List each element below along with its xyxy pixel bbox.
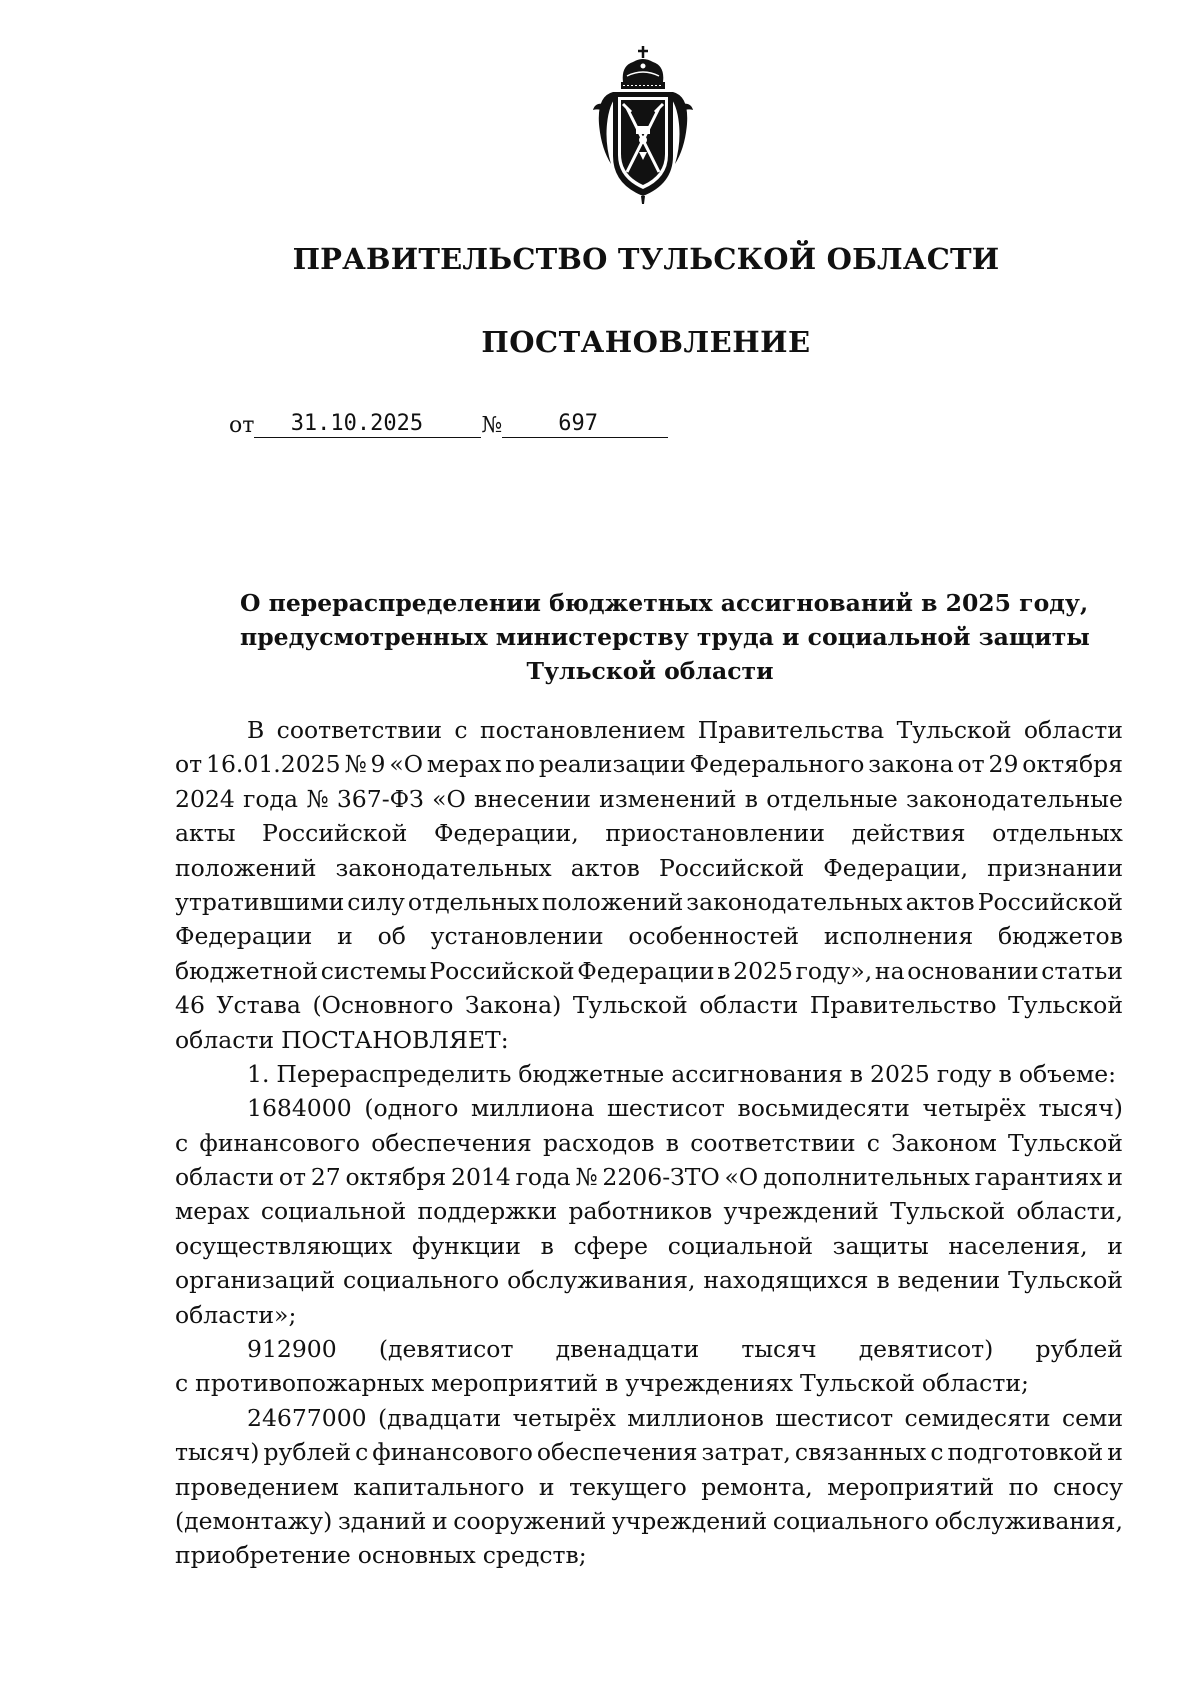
document-body [175,713,1123,1573]
body-line [175,1435,1123,1469]
body-word: года [243,784,299,813]
body-word: «О [724,1163,759,1192]
body-word: 2025 [870,1059,930,1088]
body-word: средств; [482,1541,587,1570]
body-word: с [866,1128,880,1157]
body-word: объеме: [1018,1059,1117,1088]
body-word: учреждений [611,1506,768,1535]
body-line [175,747,1123,781]
body-word: проведением [175,1472,339,1501]
number-value: 697 [502,412,668,438]
body-word: тысяч) [1038,1094,1123,1123]
body-word: акты [175,819,236,848]
body-word: мероприятий [827,1472,995,1501]
body-line [175,1091,1123,1125]
body-line [175,1194,1123,1228]
body-word: актов [905,887,975,916]
body-word: 912900 [247,1335,337,1364]
body-word: законодательные [906,784,1123,813]
body-word: области; [921,1369,1029,1398]
body-word: утратившими [175,887,345,916]
body-word: 1. [247,1059,270,1088]
body-word: организаций [175,1266,336,1295]
body-word: соответствии [690,1128,856,1157]
body-word: сносу [1052,1472,1123,1501]
body-word: бюджетов [997,922,1123,951]
body-word: Федерального [689,750,865,779]
body-word: противопожарных [195,1369,425,1398]
body-word: восьмидесяти [737,1094,910,1123]
body-word: на [874,956,905,985]
body-word: ПОСТАНОВЛЯЕТ: [281,1025,509,1054]
body-word: учреждений [723,1197,879,1226]
body-word: мероприятий [431,1369,599,1398]
body-word: связанных [794,1438,927,1467]
body-line [175,988,1123,1022]
body-word: № [306,784,329,813]
body-word: Федерации [175,922,313,951]
body-word: рублей [263,1438,351,1467]
body-word: социальной [260,1197,407,1226]
body-word: в [876,1266,890,1295]
body-word: сфере [573,1231,648,1260]
body-word: (одного [364,1094,459,1123]
body-word: шестисот [607,1094,725,1123]
date-label: от [229,413,255,438]
body-word: подготовкой [947,1438,1104,1467]
body-word: Тульской [1008,991,1123,1020]
body-word: актов [570,853,640,882]
body-line [175,1263,1123,1297]
body-word: области [175,1025,275,1054]
body-word: в [540,1231,554,1260]
body-word: мерах [426,750,502,779]
body-word: законодательных [686,887,903,916]
body-word: ассигнования [671,1059,843,1088]
body-word: в [665,1128,679,1157]
body-word: Федерации, [823,853,969,882]
body-word: с [930,1438,944,1467]
body-word: населения, [948,1231,1088,1260]
body-word: 2025 [733,956,793,985]
body-word: обеспечения [536,1438,698,1467]
body-word: установлении [430,922,604,951]
body-word: положений [175,853,317,882]
body-line [175,1229,1123,1263]
body-word: № [344,750,367,779]
body-word: Тульской [890,1197,1006,1226]
body-word: Российской [429,956,575,985]
body-word: приостановлении [605,819,825,848]
body-word: Тульской [572,991,688,1020]
body-word: рублей [1035,1335,1123,1364]
body-word: от [957,750,985,779]
body-word: с [355,1438,369,1467]
body-word: отдельных [992,819,1123,848]
body-word: реализации [538,750,686,779]
body-word: миллиона [471,1094,595,1123]
body-word: октября [345,1163,447,1192]
body-word: Тульской [1008,1266,1123,1295]
organization-title: ПРАВИТЕЛЬСТВО ТУЛЬСКОЙ ОБЛАСТИ [292,242,1000,276]
body-word: 27 [310,1163,341,1192]
body-word: сооружений [453,1506,607,1535]
body-word: работников [568,1197,713,1226]
body-line [175,1023,1123,1057]
body-word: Законом [891,1128,997,1157]
body-word: силу [347,887,405,916]
body-word: основных [357,1541,476,1570]
body-word: бюджетные [518,1059,665,1088]
body-word: социальной [667,1231,813,1260]
body-word: зданий [337,1506,427,1535]
body-word: (Основного [312,991,454,1020]
body-word: Правительство [809,991,997,1020]
body-word: действия [851,819,966,848]
body-word: ведении [897,1266,1001,1295]
body-word: функции [411,1231,521,1260]
body-word: основании [907,956,1039,985]
body-word: бюджетной [175,956,319,985]
body-word: с [175,1128,189,1157]
body-line [175,816,1123,850]
body-word: мерах [175,1197,250,1226]
body-line [175,782,1123,816]
body-line [175,1401,1123,1435]
tula-coat-of-arms-icon [583,44,703,204]
body-word: от [175,750,203,779]
body-word: обеспечения [371,1128,532,1157]
body-word: учреждениях [625,1369,794,1398]
body-word: области, [1016,1197,1123,1226]
body-word: № [575,1163,598,1192]
body-word: «О [432,784,466,813]
body-line [175,1504,1123,1538]
body-word: 46 [175,991,205,1020]
body-word: в [717,956,731,985]
body-word: постановлением [479,716,686,744]
body-word: внесении [474,784,591,813]
body-word: миллионов [627,1403,764,1432]
body-word: с [454,716,468,744]
body-word: В [247,716,265,744]
body-word: защиты [832,1231,929,1260]
body-word: года [515,1163,571,1192]
date-value: 31.10.2025 [254,412,481,438]
body-word: изменений [599,784,737,813]
body-word: Российской [262,819,408,848]
body-word: области [699,991,799,1020]
body-word: системы [320,956,427,985]
body-line [175,1057,1123,1091]
body-word: 2014 [451,1163,511,1192]
body-word: Федерации [577,956,715,985]
body-word: Перераспределить [276,1059,512,1088]
body-word: Тульской [896,716,1012,744]
body-word: семи [1061,1403,1123,1432]
body-word: Российской [977,887,1123,916]
body-word: социального [772,1506,929,1535]
body-line [175,713,1123,747]
body-line [175,1538,1123,1572]
body-word: дополнительных [762,1163,970,1192]
body-word: по [1008,1472,1039,1501]
body-word: (девятисот [378,1335,514,1364]
body-line [175,1470,1123,1504]
body-word: затрат, [701,1438,791,1467]
body-word: 367-ФЗ [336,784,424,813]
body-word: 16.01.2025 [206,750,341,779]
body-line [175,851,1123,885]
body-word: (демонтажу) [175,1506,333,1535]
body-word: 2206-ЗТО [602,1163,720,1192]
body-word: 29 [988,750,1019,779]
body-word: по [505,750,536,779]
body-word: и [1107,1163,1123,1192]
body-word: и [337,922,353,951]
body-word: области [175,1163,275,1192]
body-word: положений [541,887,684,916]
body-word: 2024 [175,784,235,813]
body-word: «О [389,750,424,779]
body-word: и [538,1472,555,1501]
body-word: финансового [199,1128,360,1157]
body-word: (двадцати [378,1403,502,1432]
body-word: признании [987,853,1123,882]
body-line [175,1160,1123,1194]
body-line [175,1332,1123,1366]
body-word: об [377,922,406,951]
body-word: приобретение [175,1541,351,1570]
body-word: в [998,1059,1012,1088]
body-word: 24677000 [247,1403,367,1432]
body-word: капитального [353,1472,525,1501]
registration-line [229,412,668,438]
document-type-heading: ПОСТАНОВЛЕНИЕ [481,325,811,359]
body-line [175,1366,1123,1400]
body-word: семидесяти [904,1403,1051,1432]
body-word: финансового [372,1438,533,1467]
number-label: № [481,413,503,438]
body-word: обслуживания, [507,1266,696,1295]
body-word: четырёх [922,1094,1026,1123]
body-word: Закона) [464,991,562,1020]
body-word: шестисот [775,1403,894,1432]
body-word: октября [1022,750,1123,779]
body-word: социального [343,1266,500,1295]
body-word: с [175,1369,189,1398]
body-word: двенадцати [555,1335,700,1364]
body-word: и [431,1506,448,1535]
body-line [175,1298,1123,1332]
body-word: Федерации, [433,819,579,848]
body-word: 9 [370,750,386,779]
body-word: ремонта, [701,1472,813,1501]
body-word: году [936,1059,992,1088]
body-word: расходов [543,1128,655,1157]
body-line [175,919,1123,953]
body-word: закона [868,750,954,779]
body-word: в [605,1369,619,1398]
body-word: области [1023,716,1123,744]
body-word: законодательных [335,853,552,882]
body-word: девятисот) [858,1335,994,1364]
body-word: отдельных [407,887,539,916]
body-word: 1684000 [247,1094,352,1123]
body-line [175,885,1123,919]
body-word: гарантиях [974,1163,1103,1192]
body-word: особенностей [628,922,800,951]
body-word: тысяч) [175,1438,260,1467]
body-word: соответствии [276,716,442,744]
body-word: обслуживания, [934,1506,1123,1535]
subject-line: предусмотренных министерству труда и социальной защиты [240,623,1090,651]
body-word: и [1107,1438,1123,1467]
body-word: Тульской [800,1369,915,1398]
subject-line: Тульской области [526,657,774,685]
body-word: от [278,1163,307,1192]
body-word: тысяч [741,1335,817,1364]
body-word: Российской [658,853,805,882]
body-word: поддержки [417,1197,558,1226]
body-word: в [744,784,758,813]
body-word: в [849,1059,864,1088]
document-subject [240,586,1090,688]
body-word: текущего [569,1472,687,1501]
body-word: Тульской [1008,1128,1123,1157]
body-word: Правительства [697,716,885,744]
body-word: области»; [175,1300,297,1329]
body-word: отдельные [766,784,898,813]
body-word: году», [795,956,873,985]
body-word: четырёх [512,1403,616,1432]
body-word: находящихся [703,1266,869,1295]
body-word: исполнения [823,922,974,951]
body-word: осуществляющих [175,1231,393,1260]
body-word: статьи [1041,956,1123,985]
body-word: Устава [216,991,301,1020]
subject-line: О перераспределении бюджетных ассигнований в 2025 году, [240,589,1089,617]
body-line [175,954,1123,988]
body-line [175,1126,1123,1160]
body-word: и [1107,1231,1123,1260]
